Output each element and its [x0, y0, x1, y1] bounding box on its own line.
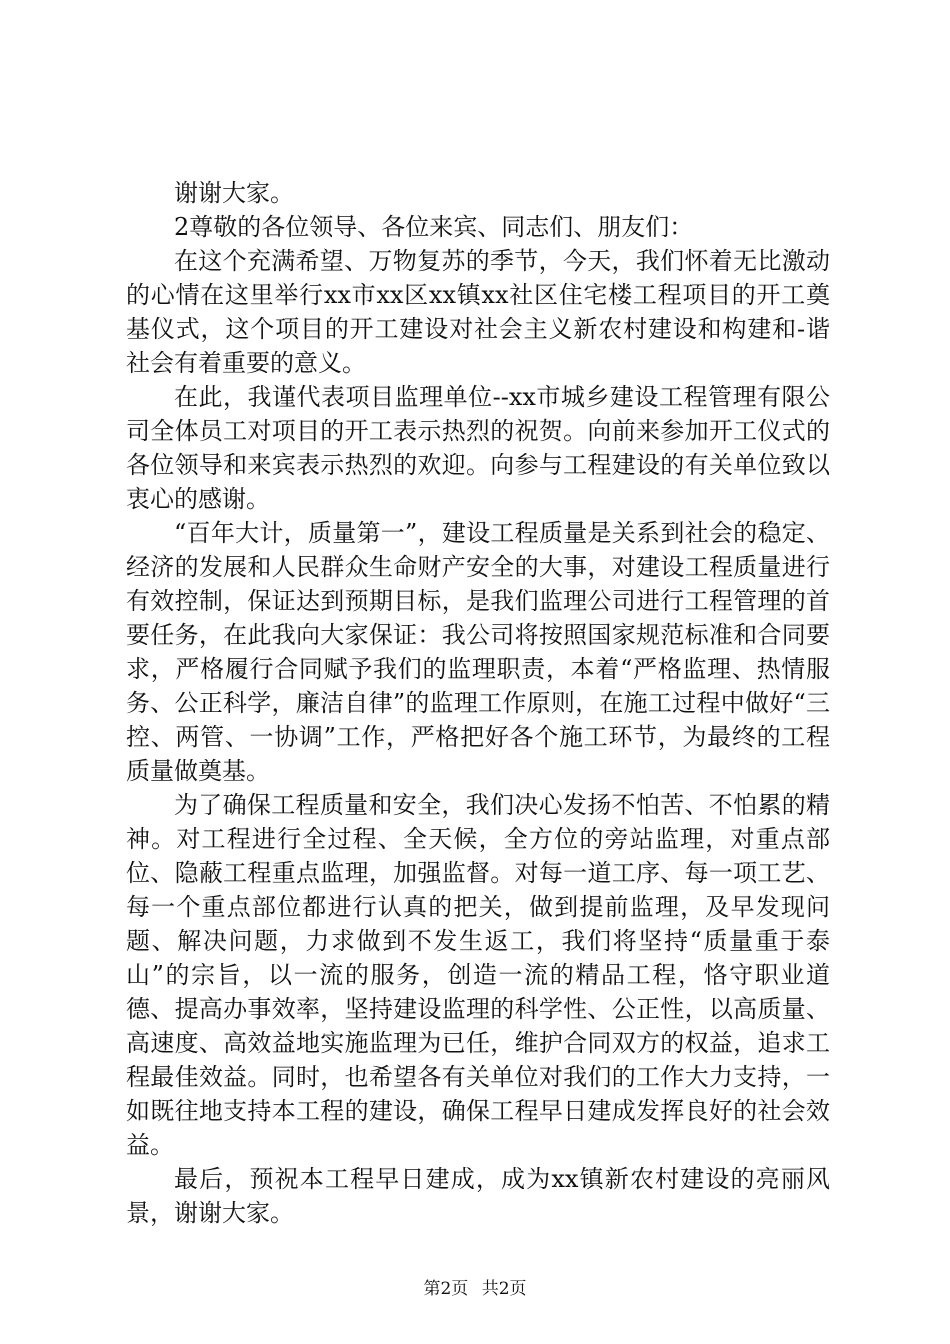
paragraph-salutation: 2尊敬的各位领导、各位来宾、同志们、朋友们： [174, 213, 694, 241]
paragraph-congratulations: 在此，我谨代表项目监理单位--xx市城乡建设工程管理有限公司全体员工对项目的开工表示热烈的祝贺。向前来参加开工仪式的各位领导和来宾表示热烈的欢迎。向参与工程建设的有关单位致以衷心的感谢。 [126, 383, 830, 513]
paragraph-closing-thanks: 谢谢大家。 [174, 179, 294, 207]
page-total: 共2页 [481, 1279, 527, 1299]
paragraph-opening: 在这个充满希望、万物复苏的季节，今天，我们怀着无比激动的心情在这里举行xx市xx区xx镇xx社区住宅楼工程项目的开工奠基仪式，这个项目的开工建设对社会主义新农村建设和构建和-谐社会有着重要的意义。 [126, 247, 830, 377]
page-footer [0, 1274, 950, 1299]
paragraph-quality-first: “百年大计，质量第一”，建设工程质量是关系到社会的稳定、经济的发展和人民群众生命财产安全的大事，对建设工程质量进行有效控制，保证达到预期目标，是我们监理公司进行工程管理的首要任务，在此我向大家保证：我公司将按照国家规范标准和合同要求，严格履行合同赋予我们的监理职责，本着“严格监理、热情服务、公正科学，廉洁自律”的监理工作原则，在施工过程中做好“三控、两管、一协调”工作，严格把好各个施工环节，为最终的工程质量做奠基。 [126, 519, 830, 785]
page-number: 第2页 [423, 1279, 469, 1299]
paragraph-final-wishes: 最后，预祝本工程早日建成，成为xx镇新农村建设的亮丽风景，谢谢大家。 [126, 1165, 830, 1227]
document-body [126, 176, 830, 1230]
paragraph-commitment: 为了确保工程质量和安全，我们决心发扬不怕苦、不怕累的精神。对工程进行全过程、全天候，全方位的旁站监理，对重点部位、隐蔽工程重点监理，加强监督。对每一道工序、每一项工艺、每一个重点部位都进行认真的把关，做到提前监理，及早发现问题、解决问题，力求做到不发生返工，我们将坚持“质量重于泰山”的宗旨，以一流的服务，创造一流的精品工程，恪守职业道德、提高办事效率，坚持建设监理的科学性、公正性，以高质量、高速度、高效益地实施监理为已任，维护合同双方的权益，追求工程最佳效益。同时，也希望各有关单位对我们的工作大力支持，一如既往地支持本工程的建设，确保工程早日建成发挥良好的社会效益。 [126, 791, 830, 1159]
